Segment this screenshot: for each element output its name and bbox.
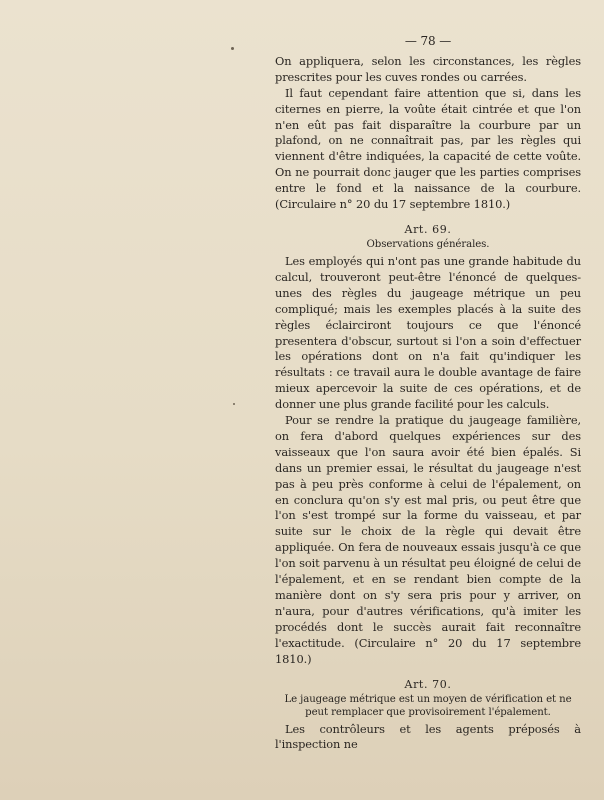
page-number: — 78 —: [404, 34, 452, 48]
text-block: [275, 34, 581, 753]
article-70-title: Art. 70.: [404, 677, 452, 691]
paragraph: Il faut cependant faire attention que si, dans les citernes en pierre, la voûte était cintrée et que l'on n'en eût pas fait disparaître la courbure par un plafond, on ne connaîtrait pas, par les règles qui viennent d'être indiquées, la capacité de cette voûte. On ne pourrait donc jauger que les parties comprises entre le fond et la naissance de la courbure. (Circulaire n° 20 du 17 septembre 1810.): [275, 85, 581, 212]
paper-speck: [233, 403, 235, 405]
paragraph: On appliquera, selon les circonstances, les règles prescrites pour les cuves rondes ou carrées.: [275, 53, 581, 84]
paper-speck: [231, 47, 234, 50]
paragraph: Pour se rendre la pratique du jaugeage familière, on fera d'abord quelques expériences sur des vaisseaux que l'on saura avoir été bien épalés. Si dans un premier essai, le résultat du jaugeage n'est pas à peu près conforme à celui de l'épalement, on en conclura qu'on s'y est mal pris, ou peut être que l'on s'est trompé sur la forme du vaisseau, et par suite sur le choix de la règle qui devait être appliquée. On fera de nouveaux essais jusqu'à ce que l'on soit parvenu à un résultat peu éloigné de celui de l'épalement, et en se rendant bien compte de la manière dont on s'y sera pris pour y arriver, on n'aura, pour d'autres vérifications, qu'à imiter les procédés dont le succès aurait fait reconnaître l'exactitude. (Circulaire n° 20 du 17 septembre 1810.): [275, 413, 581, 666]
article-69-subtitle: Observations générales.: [366, 238, 490, 250]
paragraph: Les contrôleurs et les agents préposés à l'inspection ne: [275, 721, 581, 752]
article-69-title: Art. 69.: [404, 222, 452, 236]
article-70-subtitle: Le jaugeage métrique est un moyen de vérification et ne peut remplacer que provisoirement l'épalement.: [284, 693, 572, 718]
paragraph: Les employés qui n'ont pas une grande habitude du calcul, trouveront peut-être l'énoncé de quelques-unes des règles du jaugeage métrique un peu compliqué; mais les exemples placés à la suite des règles éclairciront toujours ce que l'énoncé presentera d'obscur, surtout si l'on a soin d'effectuer les opérations dont on n'a fait qu'indiquer les résultats : ce travail aura le double avantage de faire mieux apercevoir la suite de ces opérations, et de donner une plus grande facilité pour les calculs.: [275, 253, 581, 412]
